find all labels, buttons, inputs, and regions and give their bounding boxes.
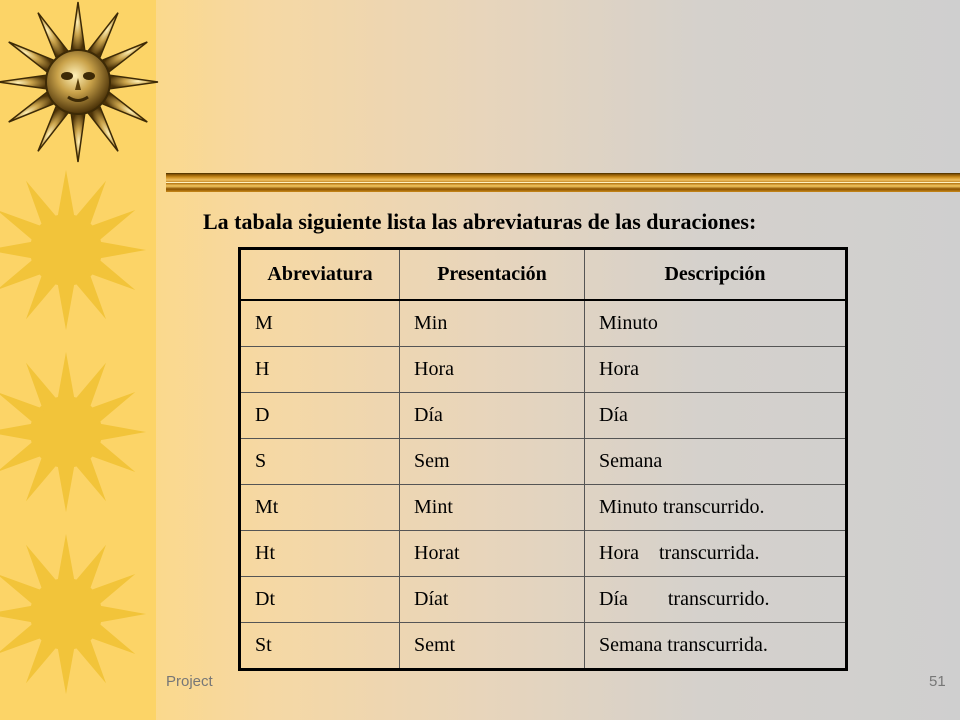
yellow-sun-icon: [0, 534, 146, 694]
sun-face-icon: [0, 0, 160, 165]
table-row: [240, 623, 847, 670]
cell-abbreviation: H: [240, 347, 400, 393]
cell-description: Semana transcurrida.: [585, 623, 847, 670]
cell-presentation: Mint: [400, 485, 585, 531]
page-number: 51: [929, 673, 946, 690]
cell-description: Minuto: [585, 300, 847, 347]
cell-abbreviation: St: [240, 623, 400, 670]
table-row: [240, 393, 847, 439]
cell-description: Día: [585, 393, 847, 439]
cell-abbreviation: S: [240, 439, 400, 485]
cell-presentation: Horat: [400, 531, 585, 577]
cell-presentation: Sem: [400, 439, 585, 485]
header-descripcion: Descripción: [585, 249, 847, 301]
cell-description: Día transcurrido.: [585, 577, 847, 623]
table-row: [240, 300, 847, 347]
yellow-sun-icon: [0, 170, 146, 330]
durations-table: [238, 247, 848, 671]
cell-description: Hora: [585, 347, 847, 393]
slide-heading: La tabala siguiente lista las abreviaturas de las duraciones:: [203, 209, 757, 234]
yellow-sun-icon: [0, 352, 146, 512]
header-abreviatura: Abreviatura: [240, 249, 400, 301]
header-presentacion: Presentación: [400, 249, 585, 301]
cell-description: Minuto transcurrido.: [585, 485, 847, 531]
cell-abbreviation: M: [240, 300, 400, 347]
yellow-suns-decoration: [0, 170, 156, 720]
cell-abbreviation: Mt: [240, 485, 400, 531]
cell-presentation: Semt: [400, 623, 585, 670]
cell-presentation: Día: [400, 393, 585, 439]
cell-description: Semana: [585, 439, 847, 485]
footer-label: Project: [166, 673, 213, 690]
cell-presentation: Díat: [400, 577, 585, 623]
table-row: [240, 577, 847, 623]
table-header-row: [240, 249, 847, 301]
cell-abbreviation: D: [240, 393, 400, 439]
gold-divider-bar: [166, 173, 960, 192]
cell-presentation: Hora: [400, 347, 585, 393]
cell-description: Hora transcurrida.: [585, 531, 847, 577]
table-row: [240, 485, 847, 531]
cell-presentation: Min: [400, 300, 585, 347]
cell-abbreviation: Dt: [240, 577, 400, 623]
cell-abbreviation: Ht: [240, 531, 400, 577]
table-row: [240, 347, 847, 393]
table-row: [240, 439, 847, 485]
table-row: [240, 531, 847, 577]
